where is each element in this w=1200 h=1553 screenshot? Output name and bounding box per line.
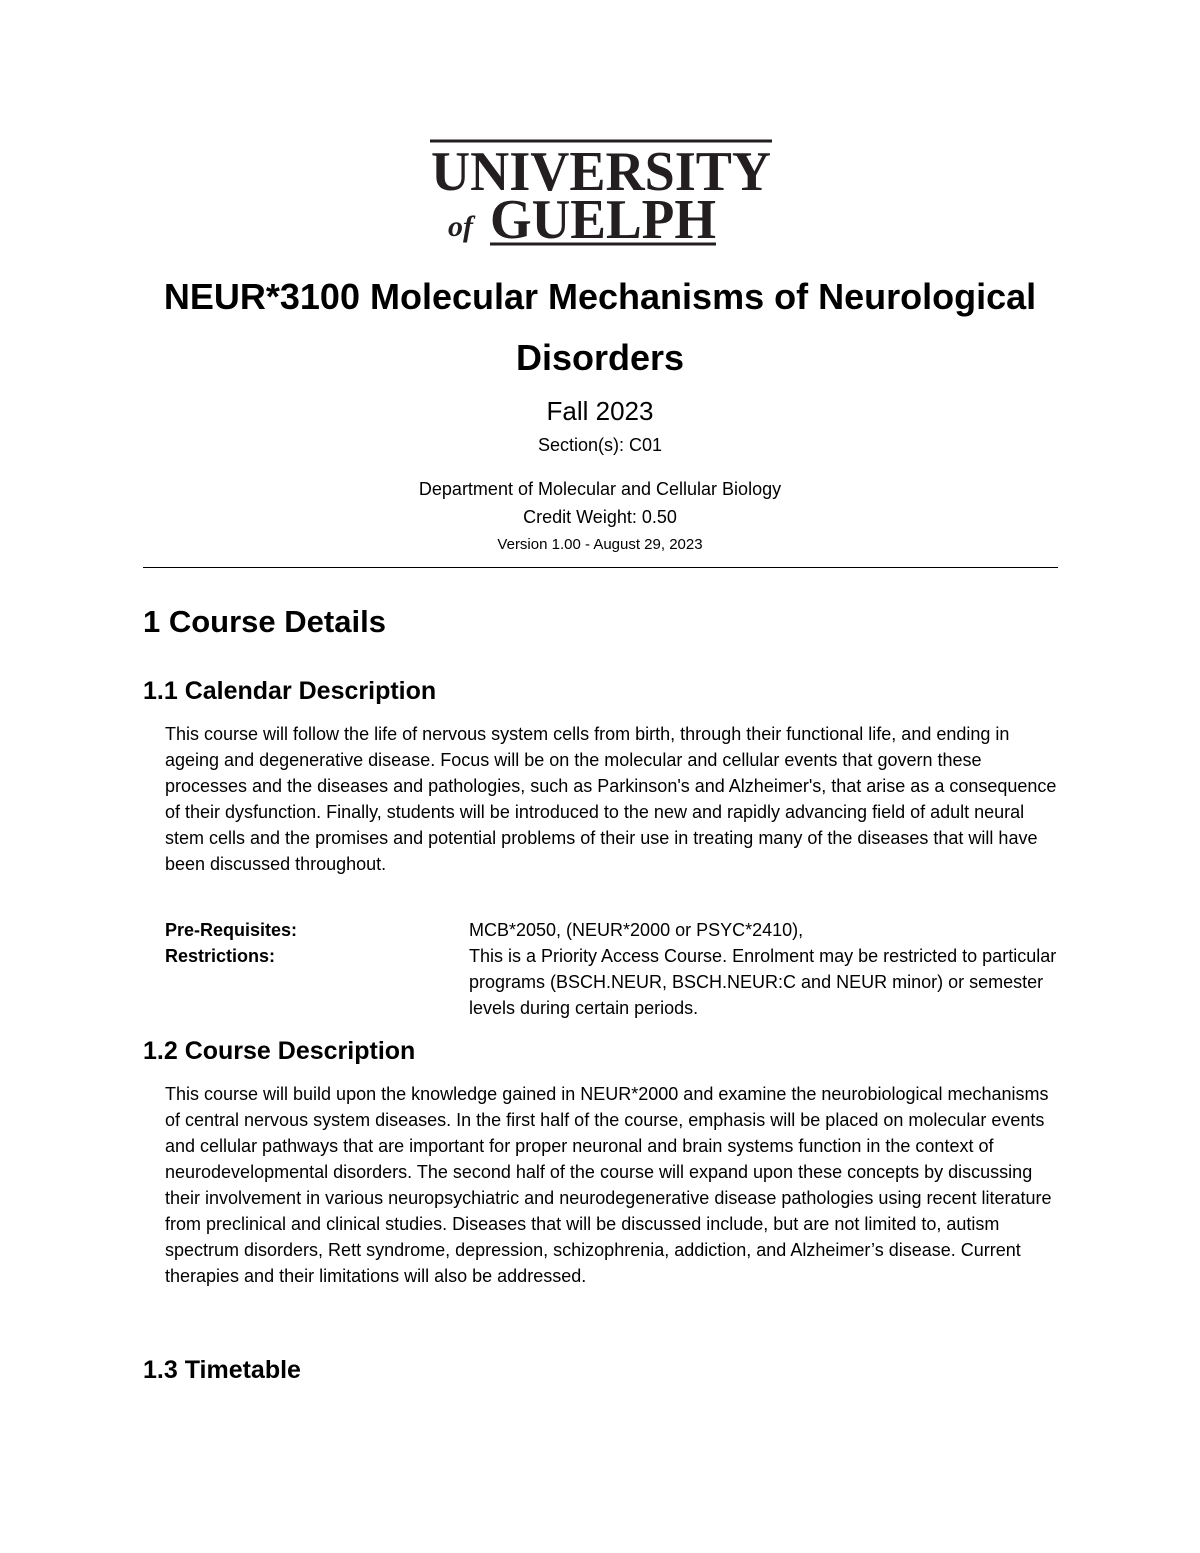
course-header [100,266,1100,556]
calendar-description-text: This course will follow the life of nervous system cells from birth, through their functional life, and ending in ageing and degenerative disease. Focus will be on the molecular and cellular events that govern these processes and the diseases and pathologies, such as Parkinson's and Alzheimer's, that arise as a consequence of their dysfunction. Finally, students will be introduced to the new and rapidly advancing field of adult neural stem cells and the promises and potential problems of their use in treating many of the diseases that will have been discussed throughout. [165,724,1057,874]
subsection-heading-timetable: 1.3 Timetable [143,1356,301,1384]
header-divider [143,567,1058,568]
credit-weight: Credit Weight: 0.50 [523,507,677,527]
university-logo [428,138,774,248]
svg-text:of: of [448,210,473,243]
prerequisites-label: Pre-Requisites: [165,920,298,940]
requisites-row [165,943,1065,1021]
document-version: Version 1.00 - August 29, 2023 [497,536,703,553]
section-heading-course-details: 1 Course Details [143,604,386,639]
course-title: NEUR*3100 Molecular Mechanisms of Neurological Disorders [163,276,1037,378]
course-department: Department of Molecular and Cellular Biology [418,479,782,499]
subsection-heading-calendar-description: 1.1 Calendar Description [143,677,437,705]
course-description-text: This course will build upon the knowledge gained in NEUR*2000 and examine the neurobiological mechanisms of central nervous system diseases. In the first half of the course, emphasis will be placed on molecular events and cellular pathways that are important for proper neuronal and brain systems function in the context of neurodevelopmental disorders. The second half of the course will expand upon these concepts by discussing their involvement in various neuropsychiatric and neurodegenerative disease pathologies using recent literature from preclinical and clinical studies. Diseases that will be discussed include, but are not limited to, autism spectrum disorders, Rett syndrome, depression, schizophrenia, addiction, and Alzheimer’s disease. Current therapies and their limitations will also be addressed. [165,1084,1052,1286]
course-sections: Section(s): C01 [537,435,663,455]
restrictions-label: Restrictions: [165,946,276,966]
prerequisites-value: MCB*2050, (NEUR*2000 or PSYC*2410), [469,920,804,940]
svg-text:UNIVERSITY: UNIVERSITY [431,141,771,203]
requisites-table [165,917,1065,1021]
svg-text:GUELPH: GUELPH [490,189,716,248]
subsection-heading-course-description: 1.2 Course Description [143,1037,416,1065]
restrictions-value: This is a Priority Access Course. Enrolment may be restricted to particular programs (BSCH.NEUR, BSCH.NEUR:C and NEUR minor) or semester levels during certain periods. [469,946,1057,1018]
requisites-row [165,917,1065,943]
course-term: Fall 2023 [546,396,654,426]
